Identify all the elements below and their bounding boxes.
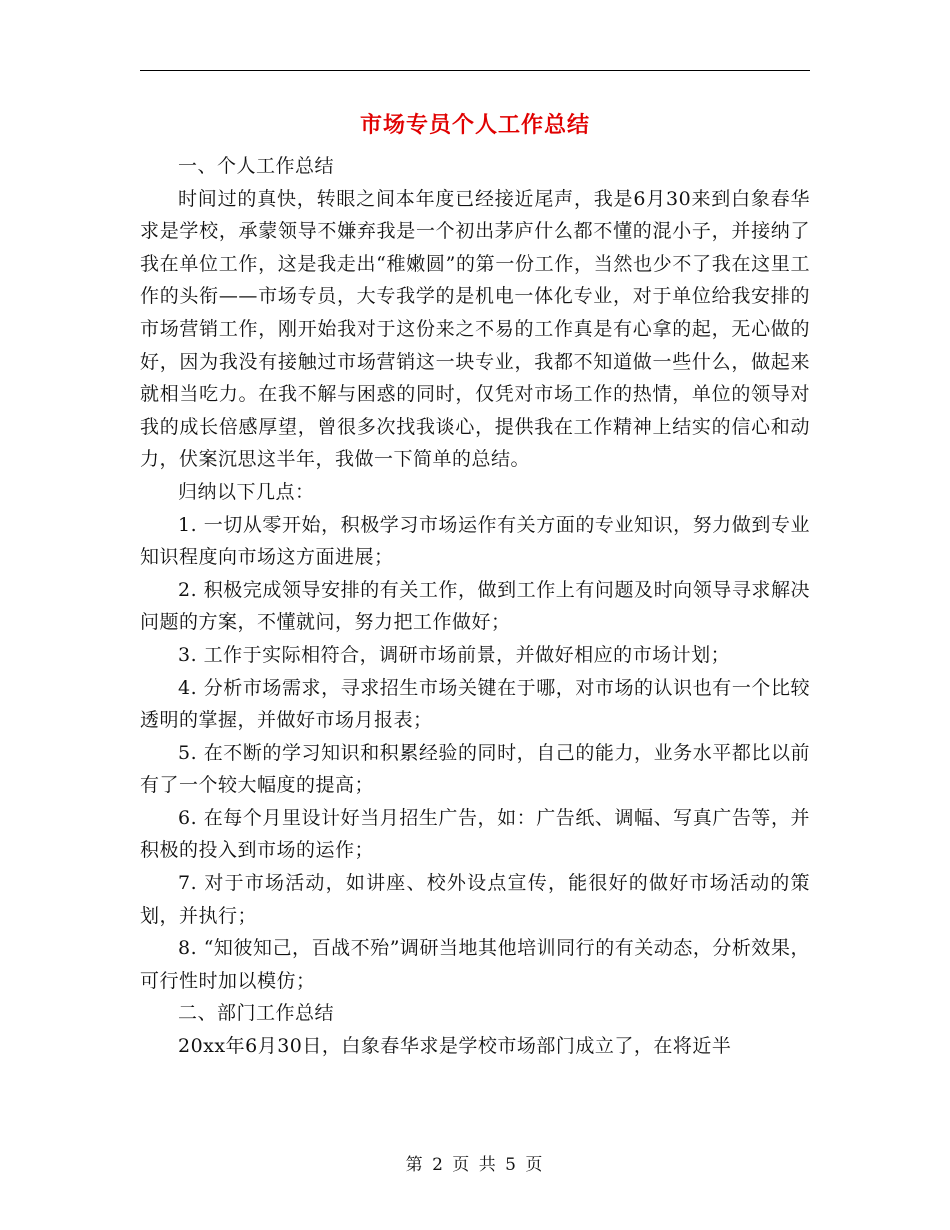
paragraph: 8. “知彼知己，百战不殆”调研当地其他培训同行的有关动态，分析效果，可行性时加以模仿； (140, 937, 810, 992)
document-body (140, 150, 810, 1063)
paragraph: 7. 对于市场活动，如讲座、校外设点宣传，能很好的做好市场活动的策划，并执行； (140, 872, 810, 927)
paragraph: 3. 工作于实际相符合，调研市场前景，并做好相应的市场计划； (178, 643, 731, 666)
paragraph: 6. 在每个月里设计好当月招生广告，如：广告纸、调幅、写真广告等，并积极的投入到市场的运作； (140, 806, 810, 862)
paragraph: 20xx年6月30日，白象春华求是学校市场部门成立了，在将近半 (178, 1035, 732, 1058)
paragraph: 时间过的真快，转眼之间本年度已经接近尾声，我是6月30来到白象春华求是学校，承蒙领导不嫌弃我是一个初出茅庐什么都不懂的混小子，并接纳了我在单位工作，这是我走出“稚嫩圆”的第一份工作，当然也少不了我在这里工作的头衔——市场专员，大专我学的是机电一体化专业，对于单位给我安排的市场营销工作，刚开始我对于这份来之不易的工作真是有心拿的起，无心做的好，因为我没有接触过市场营销这一块专业，我都不知道做一些什么，做起来就相当吃力。在我不解与困惑的同时，仅凭对市场工作的热情，单位的领导对我的成长倍感厚望，曾很多次找我谈心，提供我在工作精神上结实的信心和动力，伏案沉思这半年，我做一下简单的总结。 (140, 187, 810, 471)
paragraph: 一、个人工作总结 (178, 155, 335, 177)
paragraph: 5. 在不断的学习知识和积累经验的同时，自己的能力，业务水平都比以前有了一个较大幅度的提高； (140, 741, 810, 797)
page-number-footer: 第 2 页 共 5 页 (405, 1155, 545, 1175)
document-title: 市场专员个人工作总结 (359, 113, 590, 138)
header-rule (140, 70, 810, 71)
paragraph: 二、部门工作总结 (178, 1002, 335, 1025)
paragraph: 归纳以下几点： (178, 480, 315, 503)
paragraph: 4. 分析市场需求，寻求招生市场关键在于哪，对市场的认识也有一个比较透明的掌握，并做好市场月报表； (140, 676, 810, 732)
paragraph: 2. 积极完成领导安排的有关工作，做到工作上有问题及时向领导寻求解决问题的方案，不懂就问，努力把工作做好； (140, 578, 810, 634)
paragraph: 1. 一切从零开始，积极学习市场运作有关方面的专业知识，努力做到专业知识程度向市场这方面进展； (140, 513, 810, 569)
